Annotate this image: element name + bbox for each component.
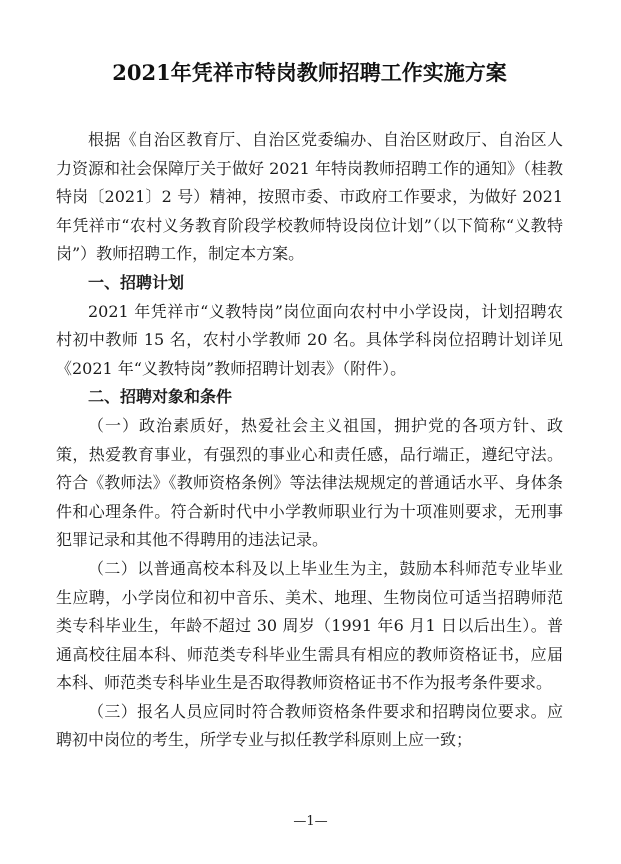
section-1-paragraph: 2021 年凭祥市“义教特岗”岗位面向农村中小学设岗，计划招聘农村初中教师 15 名，农村小学教师 20 名。具体学科岗位招聘计划详见《2021 年“义教特岗”教师招聘计划表》（附件）。 bbox=[56, 301, 563, 378]
section-1-heading: 一、招聘计划 bbox=[88, 272, 185, 292]
section-2-item-1: （一）政治素质好，热爱社会主义祖国，拥护党的各项方针、政策，热爱教育事业，有强烈的事业心和责任感，品行端正，遵纪守法。符合《教师法》《教师资格条例》等法律法规规定的普通话水平、身体条件和心理条件。符合新时代中小学教师职业行为十项准则要求，无刑事犯罪记录和其他不得聘用的违法记录。 bbox=[56, 415, 563, 550]
document-title: 2021年凭祥市特岗教师招聘工作实施方案 bbox=[112, 60, 507, 85]
section-2-item-2: （二）以普通高校本科及以上毕业生为主，鼓励本科师范专业毕业生应聘，小学岗位和初中音乐、美术、地理、生物岗位可适当招聘师范类专科毕业生，年龄不超过 30 周岁（1991 年6 月1 日以后出生）。普通高校往届本科、师范类专科毕业生需具有相应的教师资格证书，应届本科、师范类专科毕业生是否取得教师资格证书不作为报考条件要求。 bbox=[56, 558, 563, 693]
section-2-item-3: （三）报名人员应同时符合教师资格条件要求和招聘岗位要求。应聘初中岗位的考生，所学专业与拟任教学科原则上应一致； bbox=[56, 701, 563, 750]
section-2-heading: 二、招聘对象和条件 bbox=[88, 387, 233, 407]
page-number: —1— bbox=[293, 814, 328, 829]
intro-paragraph: 根据《自治区教育厅、自治区党委编办、自治区财政厅、自治区人力资源和社会保障厅关于做好 2021 年特岗教师招聘工作的通知》（桂教特岗〔2021〕2 号）精神，按照市委、市政府工作要求，为做好 2021 年凭祥市“农村义务教育阶段学校教师特设岗位计划”（以下简称“义教特岗”）教师招聘工作，制定本方案。 bbox=[56, 130, 563, 264]
